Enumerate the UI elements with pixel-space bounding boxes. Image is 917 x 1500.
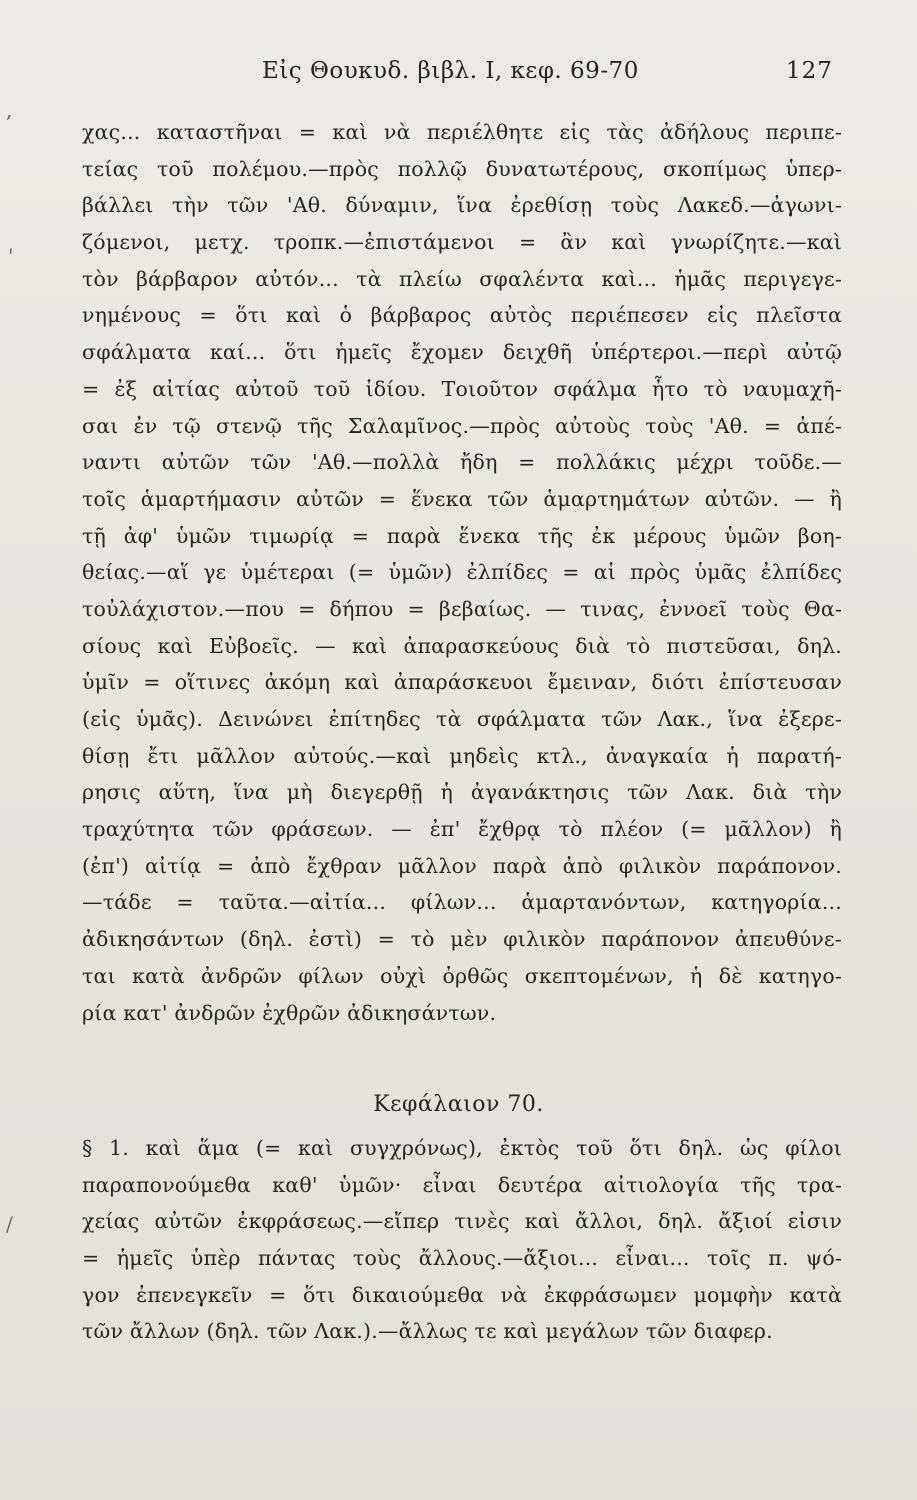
text-line: ρησις αὕτη, ἵνα μὴ διεγερθῇ ἡ ἀγανάκτησις τῶν Λακ. διὰ τὴν (82, 780, 842, 805)
text-line: τῇ ἀφ' ὑμῶν τιμωρίᾳ = παρὰ ἕνεκα τῆς ἐκ μέρους ὑμῶν βοη- (82, 523, 842, 548)
text-line: ται κατὰ ἀνδρῶν φίλων οὐχὶ ὀρθῶς σκεπτομένων, ἡ δὲ κατηγο- (82, 963, 842, 988)
text-line: (εἰς ὑμᾶς). Δεινώνει ἐπίτηδες τὰ σφάλματα τῶν Λακ., ἵνα ἐξερε- (82, 707, 842, 731)
text-line: ζόμενοι, μετχ. τροπκ.—ἐπιστάμενοι = ἂν καὶ γνωρίζητε.—καὶ (82, 230, 842, 255)
text-line: χας... καταστῆναι = καὶ νὰ περιέλθητε εἰς τὰς ἀδήλους περιπε- (82, 120, 842, 144)
text-line: σφάλματα καί... ὅτι ἡμεῖς ἔχομεν δειχθῆ ὑπέρτεροι.—περὶ αὐτῷ (82, 340, 842, 365)
running-head: Εἰς Θουκυδ. βιβλ. Ι, κεφ. 69-70 (262, 58, 639, 84)
text-line: παραπονούμεθα καθ' ὑμῶν· εἶναι δευτέρα αἰτιολογία τῆς τρα- (82, 1172, 842, 1197)
text-line: χείας αὐτῶν ἐκφράσεως.—εἴπερ τινὲς καὶ ἄλλοι, δηλ. ἄξιοί εἰσιν (82, 1209, 842, 1234)
text-line: σαι ἐν τῷ στενῷ τῆς Σαλαμῖνος.—πρὸς αὐτοὺς τοὺς 'Αθ. = ἀπέ- (82, 413, 842, 438)
text-line: § 1. καὶ ἅμα (= καὶ συγχρόνως), ἐκτὸς τοῦ ὅτι δηλ. ὡς φίλοι (82, 1136, 842, 1160)
page-number: 127 (786, 58, 833, 84)
text-line: θείας.—αἵ γε ὑμέτεραι (= ὑμῶν) ἐλπίδες = αἱ πρὸς ὑμᾶς ἐλπίδες (82, 560, 842, 585)
text-line: νημένους = ὅτι καὶ ὁ βάρβαρος αὐτὸς περιέπεσεν εἰς πλεῖστα (82, 303, 842, 328)
text-line: τείας τοῦ πολέμου.—πρὸς πολλῷ δυνατωτέρους, σκοπίμως ὑπερ- (82, 156, 842, 181)
text-line: ναντι αὐτῶν τῶν 'Αθ.—πολλὰ ἤδη = πολλάκις μέχρι τοῦδε.— (82, 450, 842, 475)
page-header (0, 58, 917, 92)
text-line: γον ἐπενεγκεῖν = ὅτι δικαιούμεθα νὰ ἐκφράσωμεν μομφὴν κατὰ (82, 1282, 842, 1307)
text-line: σίους καὶ Εὐβοεῖς. — καὶ ἀπαρασκεύους διὰ τὸ πιστεῦσαι, δηλ. (82, 633, 842, 658)
text-line: = ἡμεῖς ὑπὲρ πάντας τοὺς ἄλλους.—ἄξιοι... εἶναι... τοῖς π. ψό- (82, 1246, 842, 1271)
text-line: τοὐλάχιστον.—που = δήπου = βεβαίως. — τινας, ἐννοεῖ τοὺς Θα- (82, 596, 842, 621)
text-line: ρία κατ' ἀνδρῶν ἐχθρῶν ἀδικησάντων. (82, 1000, 497, 1025)
text-line: τοῖς ἁμαρτήμασιν αὐτῶν = ἕνεκα τῶν ἁμαρτημάτων αὐτῶν. — ἢ (82, 486, 842, 511)
margin-mark: ' (8, 244, 14, 268)
text-line: θίσῃ ἔτι μᾶλλον αὐτούς.—καὶ μηδεὶς κτλ., ἀναγκαία ἡ παρατή- (82, 743, 842, 768)
chapter-heading: Κεφάλαιον 70. (373, 1092, 544, 1117)
margin-mark: / (6, 1212, 13, 1236)
chapter-text (82, 1130, 842, 1350)
text-line: —τάδε = ταῦτα.—αἰτία... φίλων... ἁμαρτανόντων, κατηγορία... (82, 890, 842, 915)
text-line: τὸν βάρβαρον αὐτόν... τὰ πλείω σφαλέντα καὶ... ἡμᾶς περιγεγε- (82, 266, 842, 291)
text-line: (ἐπ') αἰτίᾳ = ἀπὸ ἔχθραν μᾶλλον παρὰ ἀπὸ φιλικὸν παράπονον. (82, 853, 842, 878)
commentary-text (82, 114, 842, 1031)
text-line: τῶν ἄλλων (δηλ. τῶν Λακ.).—ἄλλως τε καὶ μεγάλων τῶν διαφερ. (82, 1319, 773, 1344)
text-line: = ἐξ αἰτίας αὐτοῦ τοῦ ἰδίου. Τοιοῦτον σφάλμα ἦτο τὸ ναυμαχῆ- (82, 376, 842, 401)
text-line: ἀδικησάντων (δηλ. ἐστὶ) = τὸ μὲν φιλικὸν παράπονον ἀπευθύνε- (82, 927, 842, 952)
text-line: ὑμῖν = οἵτινες ἀκόμη καὶ ἀπαράσκευοι ἔμειναν, διότι ἐπίστευσαν (82, 670, 842, 695)
margin-mark: , (6, 98, 13, 122)
text-line: βάλλει τὴν τῶν 'Αθ. δύναμιν, ἵνα ἐρεθίσῃ τοὺς Λακεδ.—ἀγωνι- (82, 193, 842, 218)
text-line: τραχύτητα τῶν φράσεων. — ἐπ' ἔχθρᾳ τὸ πλέον (= μᾶλλον) ἢ (82, 817, 842, 842)
